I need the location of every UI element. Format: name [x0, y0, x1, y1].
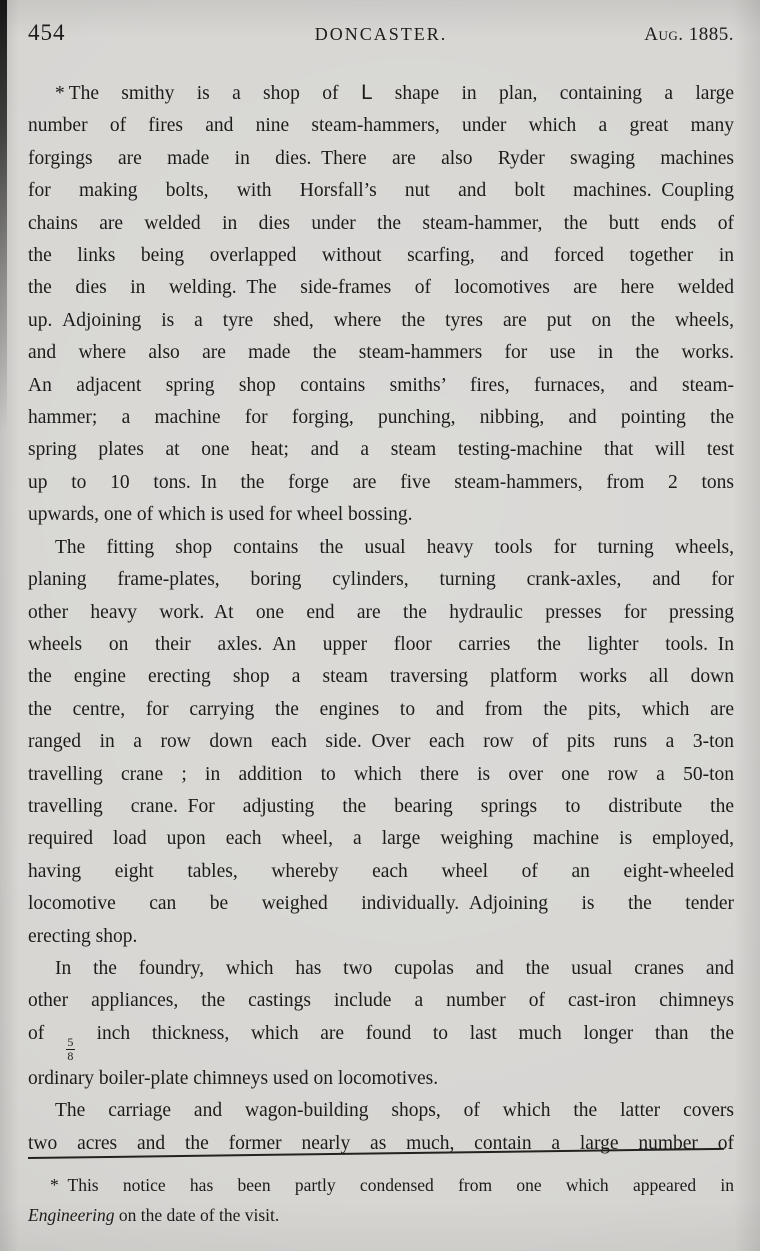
text-line: up to 10 tons. In the forge are five steam-hammers, from 2 tons: [28, 471, 734, 493]
text-line: up. Adjoining is a tyre shed, where the tyres are put on the wheels,: [28, 309, 734, 331]
text-line: In the foundry, which has two cupolas and the usual cranes and: [55, 957, 734, 979]
text-line: of $\frac{5}{8}$ inch thickness, which are found to last much longer than the: [28, 1022, 734, 1064]
footnote: [28, 1170, 734, 1230]
text-line: the links being overlapped without scarfing, and forced together in: [28, 245, 734, 267]
text-line: upwards, one of which is used for wheel bossing.: [28, 504, 413, 526]
text-line: The carriage and wagon-building shops, of which the latter covers: [55, 1100, 734, 1122]
text-line: * The smithy is a shop of L shape in plan, containing a large: [55, 81, 734, 104]
text-line: other appliances, the castings include a number of cast-iron chimneys: [28, 990, 734, 1012]
text-line: locomotive can be weighed individually. Adjoining is the tender: [28, 893, 734, 915]
text-line: The fitting shop contains the usual heavy tools for turning wheels,: [55, 536, 734, 558]
L-shape-glyph: L: [360, 81, 373, 104]
text-line: planing frame-plates, boring cylinders, turning crank-axles, and for: [28, 569, 734, 591]
text-line: the engine erecting shop a steam traversing platform works all down: [28, 666, 734, 688]
paragraph-fitting-shop: [28, 532, 734, 953]
text-line: travelling crane. For adjusting the bearing springs to distribute the: [28, 795, 734, 817]
fraction-five-eighths: $\frac{5}{8}$: [67, 1034, 74, 1064]
text-line: and where also are made the steam-hammers for use in the works.: [28, 342, 734, 364]
text-line: * This notice has been partly condensed from one which appeared in: [50, 1175, 734, 1195]
paragraph-foundry: [28, 953, 734, 1095]
text-line: number of fires and nine steam-hammers, under which a great many: [28, 115, 734, 137]
text-line: required load upon each wheel, a large weighing machine is employed,: [28, 828, 734, 850]
text-line: having eight tables, whereby each wheel of an eight-wheeled: [28, 860, 734, 882]
page-header: [28, 20, 734, 46]
text-line: for making bolts, with Horsfall’s nut and bolt machines. Coupling: [28, 180, 734, 202]
page-body: [28, 77, 734, 1160]
text-line: other heavy work. At one end are the hydraulic presses for pressing: [28, 601, 734, 623]
text-line: wheels on their axles. An upper floor carries the lighter tools. In: [28, 633, 734, 655]
text-line: ranged in a row down each side. Over each row of pits runs a 3-ton: [28, 731, 734, 753]
header-date: Aug. 1885.: [644, 24, 734, 45]
text-line: travelling crane ; in addition to which there is over one row a 50-ton: [28, 763, 734, 785]
page-gutter-shadow: [0, 0, 7, 430]
text-line: two acres and the former nearly as much, contain a large number of: [28, 1132, 734, 1154]
text-line: An adjacent spring shop contains smiths’ fires, furnaces, and steam-: [28, 374, 734, 396]
running-title: DONCASTER.: [314, 24, 448, 44]
text-line: erecting shop.: [28, 925, 138, 947]
text-line: the centre, for carrying the engines to and from the pits, which are: [28, 698, 734, 720]
text-line: chains are welded in dies under the steam-hammer, the butt ends of: [28, 212, 734, 234]
page-number: 454: [28, 20, 66, 45]
text-line: Engineering on the date of the visit.: [28, 1205, 280, 1225]
text-line: the dies in welding. The side-frames of locomotives are here welded: [28, 277, 734, 299]
text-line: ordinary boiler-plate chimneys used on locomotives.: [28, 1067, 439, 1089]
text-line: hammer; a machine for forging, punching, nibbing, and pointing the: [28, 407, 734, 429]
paragraph-smithy: [28, 77, 734, 532]
text-line: spring plates at one heat; and a steam testing-machine that will test: [28, 439, 734, 461]
text-line: forgings are made in dies. There are also Ryder swaging machines: [28, 147, 734, 169]
